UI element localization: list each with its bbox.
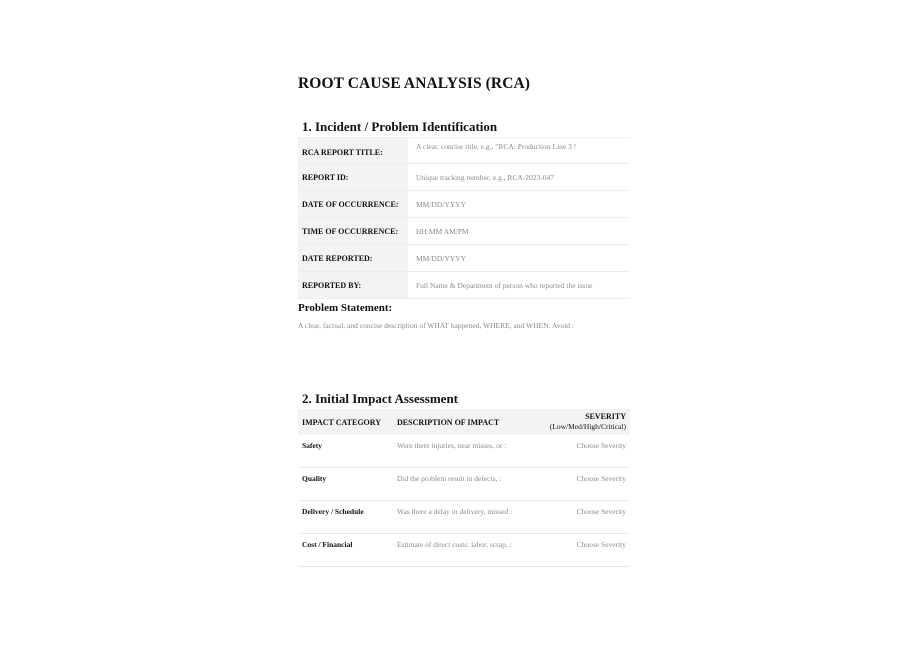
date-of-occurrence-field[interactable]: MM/DD/YYYY <box>416 199 467 209</box>
impact-description-field[interactable]: Was there a delay in delivery, missed : <box>397 507 513 516</box>
table-row <box>298 534 630 567</box>
report-title-field[interactable]: A clear, concise title, e.g., "RCA: Production Line 3 ! <box>416 142 577 151</box>
severity-select[interactable]: Choose Severity <box>576 474 626 483</box>
impact-category: Delivery / Schedule <box>302 507 364 516</box>
report-id-field[interactable]: Unique tracking number, e.g., RCA-2023-047 <box>416 172 555 182</box>
identification-table <box>298 137 630 299</box>
id-row-reported-by <box>298 271 630 299</box>
time-of-occurrence-field[interactable]: HH:MM AM/PM <box>416 226 469 236</box>
severity-header-sublabel: (Low/Med/High/Critical) <box>549 422 626 431</box>
impact-description-field[interactable]: Did the problem result in defects, : <box>397 474 502 483</box>
table-row <box>298 468 630 501</box>
impact-table-header <box>298 409 630 435</box>
impact-category: Cost / Financial <box>302 540 353 549</box>
id-row-date-reported <box>298 244 630 271</box>
severity-select[interactable]: Choose Severity <box>576 507 626 516</box>
table-row <box>298 501 630 534</box>
impact-category: Quality <box>302 474 327 483</box>
date-reported-field[interactable]: MM/DD/YYYY <box>416 253 467 263</box>
reported-by-field[interactable]: Full Name & Department of person who reported the issue <box>416 280 593 290</box>
id-row-date-occurrence <box>298 190 630 217</box>
impact-category: Safety <box>302 441 322 450</box>
field-label: REPORT ID: <box>298 164 408 190</box>
field-label: DATE OF OCCURRENCE: <box>298 191 408 217</box>
column-header-category: IMPACT CATEGORY <box>302 417 382 427</box>
impact-assessment-table <box>298 409 630 567</box>
problem-statement-heading: Problem Statement: <box>298 302 393 314</box>
impact-description-field[interactable]: Estimate of direct costs: labor, scrap, ; <box>397 540 512 549</box>
id-row-report-title <box>298 137 630 163</box>
field-label: RCA REPORT TITLE: <box>298 138 408 163</box>
severity-header-label: SEVERITY <box>585 412 626 421</box>
problem-statement-field[interactable]: A clear, factual, and concise description of WHAT happened, WHERE, and WHEN. Avoid : <box>298 321 575 330</box>
column-header-description: DESCRIPTION OF IMPACT <box>397 417 500 427</box>
field-label: DATE REPORTED: <box>298 245 408 271</box>
id-row-time-occurrence <box>298 217 630 244</box>
severity-select[interactable]: Choose Severity <box>576 540 626 549</box>
severity-select[interactable]: Choose Severity <box>576 441 626 450</box>
impact-description-field[interactable]: Were there injuries, near misses, or : <box>397 441 507 450</box>
section-2-heading: 2. Initial Impact Assessment <box>302 391 459 406</box>
section-1-heading: 1. Incident / Problem Identification <box>302 119 498 134</box>
field-label: REPORTED BY: <box>298 272 408 298</box>
table-row <box>298 435 630 468</box>
id-row-report-id <box>298 163 630 190</box>
column-header-severity <box>534 409 630 435</box>
field-label: TIME OF OCCURRENCE: <box>298 218 408 244</box>
document-title: ROOT CAUSE ANALYSIS (RCA) <box>298 75 531 92</box>
